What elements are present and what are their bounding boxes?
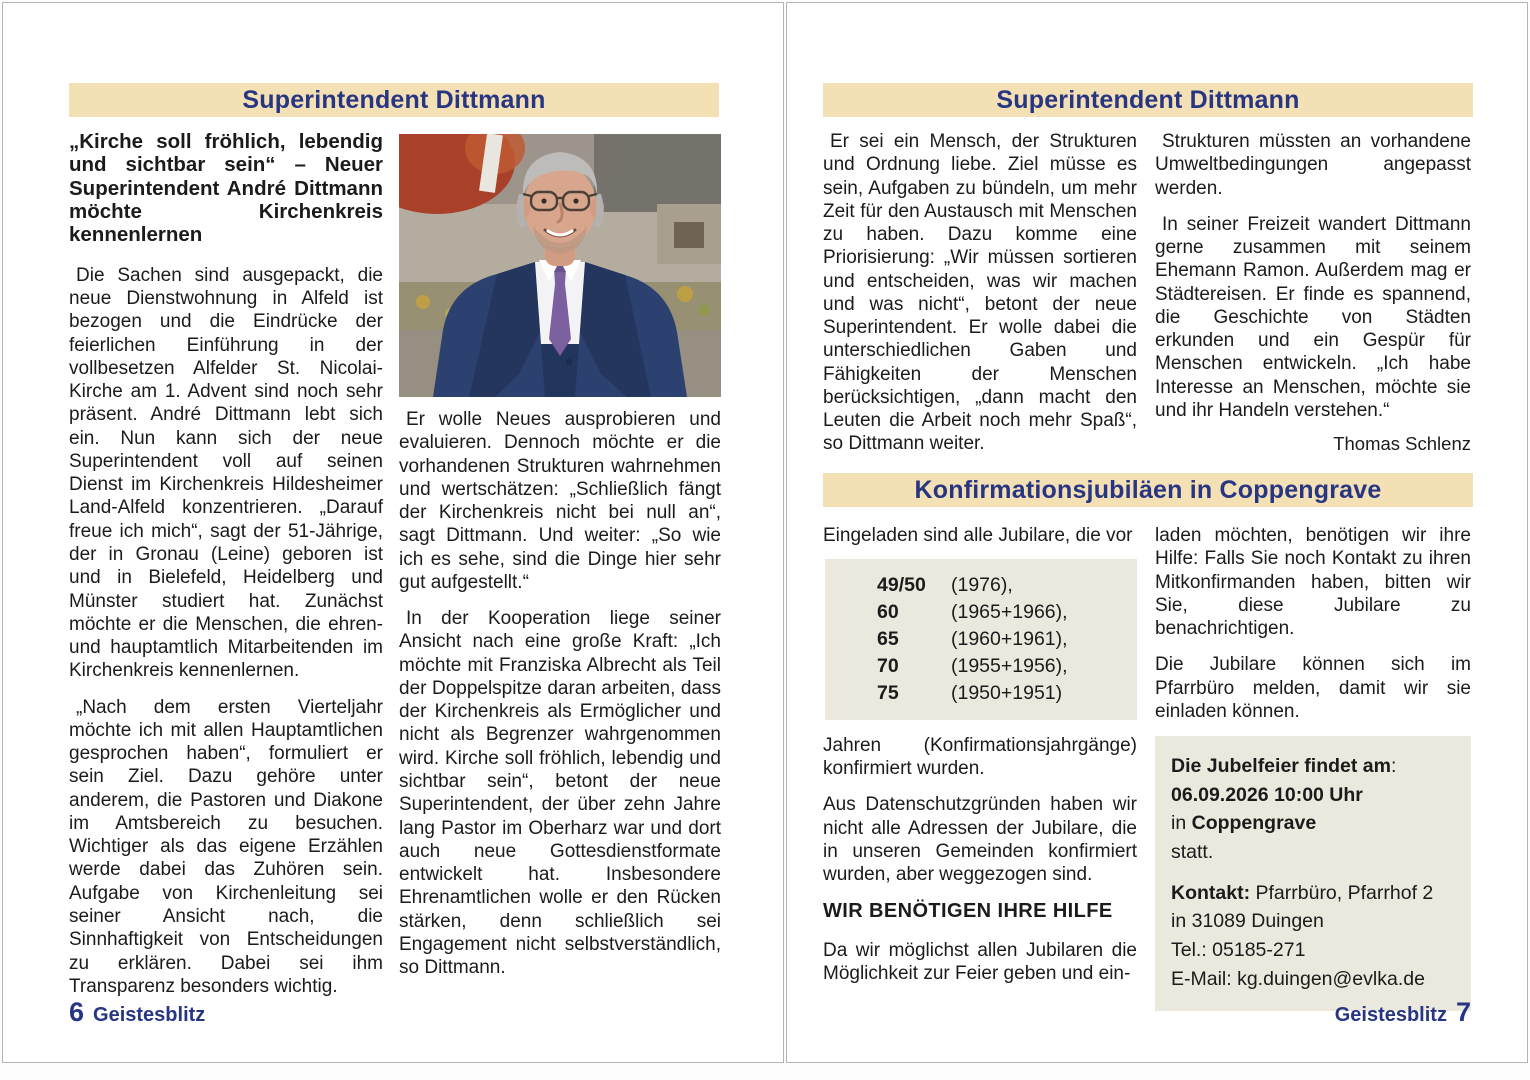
infobox-place: Coppengrave bbox=[1191, 812, 1317, 835]
paragraph: In seiner Freizeit wandert Dittmann gerne zusammen mit seinem Ehemann Ramon. Außerdem mag er Städtereisen. Er finde es spannend, die Geschichte von Städten erkunden und ein Gespür für Menschen entwickeln. „Ich habe Interesse an Menschen, möchte sie und ihr Handeln verstehen.“ bbox=[1155, 213, 1471, 421]
article-header-superintendent bbox=[69, 83, 719, 117]
portrait-photo-illustration bbox=[399, 134, 721, 397]
right-page-column-2 bbox=[1155, 130, 1471, 456]
infobox-contact-line bbox=[1171, 879, 1457, 908]
jubilee-years-box bbox=[825, 559, 1137, 720]
infobox-statt: statt. bbox=[1171, 841, 1214, 864]
paragraph: laden möchten, benötigen wir ihre Hilfe: Falls Sie noch Kontakt zu ihren Mitkonfirmanden haben, bitten wir Sie, diese Jubilare zu benachrichtigen. bbox=[1155, 525, 1471, 640]
jubilee-year-row bbox=[877, 599, 1127, 626]
infobox-datetime: 06.09.2026 10:00 Uhr bbox=[1171, 783, 1363, 806]
infobox-phone: Tel.: 05185-271 bbox=[1171, 939, 1306, 962]
paragraph: Die Sachen sind ausgepackt, die neue Dienstwohnung in Alfeld ist bezogen und die Eindrücke der feierlichen Einführung in der vollbesetzen Alfelder St. Nicolai-Kirche am 1. Advent sind noch sehr präsent. André Dittmann lebt sich ein. Nun kann sich der neue Superintendent voll auf seinen Dienst im Kirchenkreis Hildesheimer Land-Alfeld konzentrieren. „Darauf freue ich mich“, sagt der 51-Jährige, der in Gronau (Leine) geboren ist und in Bielefeld, Heidelberg und Münster studiert hat. Zunächst möchte er die Menschen, die ehren- und hauptamtlich Mitarbeitenden im Kirchenkreis kennenlernen. bbox=[69, 264, 383, 682]
article-header-konfirmationsjubilaeen bbox=[823, 473, 1473, 507]
paragraph: Aus Datenschutzgründen haben wir nicht alle Adressen der Jubilare, die in unseren Gemeinden konfirmiert wurden, aber weggezogen sind. bbox=[823, 794, 1137, 886]
jubilee-cohort: (1960+1961), bbox=[951, 628, 1068, 651]
infobox-line bbox=[1171, 752, 1457, 781]
publication-title: Geistesblitz bbox=[1334, 1004, 1447, 1026]
article-header-label: Konfirmationsjubiläen in Coppengrave bbox=[914, 476, 1382, 504]
newsletter-page-7 bbox=[786, 2, 1528, 1063]
help-heading: WIR BENÖTIGEN IHRE HILFE bbox=[823, 900, 1113, 923]
infobox-contact-value: Pfarrbüro, Pfarrhof 2 bbox=[1250, 881, 1434, 904]
jubilee-year-row bbox=[877, 653, 1127, 680]
infobox-date-label: Die Jubelfeier findet am bbox=[1171, 755, 1391, 778]
paragraph: Jahren (Konfirmationsjahrgänge) konfirmiert wurden. bbox=[823, 734, 1137, 780]
article-header-label: Superintendent Dittmann bbox=[242, 86, 546, 114]
infobox-place-line bbox=[1171, 809, 1457, 838]
paragraph: Eingeladen sind alle Jubilare, die vor bbox=[823, 525, 1133, 546]
jubilee-year-row bbox=[877, 680, 1127, 707]
publication-title: Geistesblitz bbox=[93, 1004, 206, 1026]
infobox-colon: : bbox=[1390, 755, 1397, 778]
paragraph: Die Jubilare können sich im Pfarrbüro melden, damit wir sie einladen können. bbox=[1155, 654, 1471, 722]
jubilee-years: 49/50 bbox=[877, 574, 926, 597]
jubilee-years: 60 bbox=[877, 601, 899, 624]
jubilee-year-row bbox=[877, 626, 1127, 653]
infobox-contact-label: Kontakt: bbox=[1171, 881, 1251, 904]
paragraph: Er wolle Neues ausprobieren und evaluieren. Dennoch möchte er die vorhandenen Strukturen wahrnehmen und wertschätzen: „Schließlich fängt der Kirchenkreis nicht bei null an“, sagt Dittmann. Und weiter: „So wie ich es sehe, sind die Dinge hier sehr gut aufgestellt.“ bbox=[399, 409, 721, 593]
right-page-column-1 bbox=[823, 130, 1137, 469]
jubilee-cohort: (1950+1951) bbox=[951, 681, 1063, 704]
newsletter-page-6 bbox=[2, 2, 784, 1063]
infobox-spacer bbox=[1171, 867, 1457, 879]
left-page-column-1 bbox=[69, 130, 383, 1011]
portrait-photo bbox=[399, 134, 721, 397]
infobox-email: E-Mail: kg.duingen@evlka.de bbox=[1171, 967, 1425, 990]
jubilee-cohort: (1976), bbox=[951, 574, 1013, 597]
paragraph: In der Kooperation liege seiner Ansicht nach eine große Kraft: „Ich möchte mit Franziska Albrecht als Teil der Doppelspitze daran arbeiten, dass der Kirchenkreis als Ermöglicher und nicht als Begrenzer wahrgenommen wird. Kirche soll fröhlich, lebendig und sichtbar sein“, betont der neue Superintendent, der über zehn Jahre lang Pastor im Oberharz war und dort auch neue Gottesdienstformate entwickelt hat. Insbesondere Ehrenamtlichen wolle er den Rücken stärken, denn schließlich sei Engagement nicht selbstverständlich, so Dittmann. bbox=[399, 608, 721, 979]
infobox-place-prefix: in bbox=[1171, 812, 1192, 835]
infobox-address: in 31089 Duingen bbox=[1171, 910, 1324, 933]
paragraph: Strukturen müssten an vorhandene Umweltbedingungen angepasst werden. bbox=[1155, 131, 1471, 199]
jubilee-cohort: (1965+1966), bbox=[951, 601, 1068, 624]
author-byline: Thomas Schlenz bbox=[1333, 433, 1471, 455]
jubilee-info-box bbox=[1155, 736, 1471, 1011]
paragraph: Da wir möglichst allen Jubilaren die Möglichkeit zur Feier geben und ein- bbox=[823, 939, 1137, 985]
jubilee-years: 75 bbox=[877, 681, 899, 704]
left-page-column-2 bbox=[399, 134, 721, 992]
article-header-superintendent-2 bbox=[823, 83, 1473, 117]
page-number: 6 bbox=[69, 997, 85, 1027]
jubilee-cohort: (1955+1956), bbox=[951, 654, 1068, 677]
jubilee-column-2 bbox=[1155, 524, 1471, 1011]
jubilee-years: 70 bbox=[877, 654, 899, 677]
paragraph: Er sei ein Mensch, der Strukturen und Ordnung liebe. Ziel müsse es sein, Aufgaben zu bündeln, um mehr Zeit für den Austausch mit Menschen zu haben. Dazu komme eine Priorisierung: „Wir müssen sortieren und entscheiden, was wir machen und was nicht“, betont der neue Superintendent. Er wolle dabei die unterschiedlichen Gaben und Fähigkeiten der Menschen berücksichtigen, „dann macht den Leuten die Arbeit noch mehr Spaß“, so Dittmann weiter. bbox=[823, 131, 1137, 455]
page-footer-right bbox=[1335, 997, 1471, 1028]
article-header-label: Superintendent Dittmann bbox=[996, 86, 1300, 114]
article-lede: „Kirche soll fröhlich, lebendig und sichtbar sein“ – Neuer Superintendent André Dittmann möchte Kirchenkreis kennenlernen bbox=[69, 130, 383, 247]
page-number: 7 bbox=[1455, 997, 1471, 1027]
jubilee-year-row bbox=[877, 572, 1127, 599]
paragraph: „Nach dem ersten Vierteljahr möchte ich mit allen Hauptamtlichen gesprochen haben“, formuliert er sein Ziel. Dazu gehöre unter anderem, die Pastoren und Diakone im Amtsbereich zu besuchen. Wichtiger als das eigene Erzählen werde dabei das Zuhören sein. Aufgabe von Kirchenleitung sei seiner Ansicht nach, die Sinnhaftigkeit von Entscheidungen zu erklären. Dabei sei ihm Transparenz besonders wichtig. bbox=[69, 696, 383, 997]
jubilee-column-1 bbox=[823, 524, 1137, 998]
page-footer-left bbox=[69, 997, 205, 1028]
jubilee-years: 65 bbox=[877, 628, 899, 651]
